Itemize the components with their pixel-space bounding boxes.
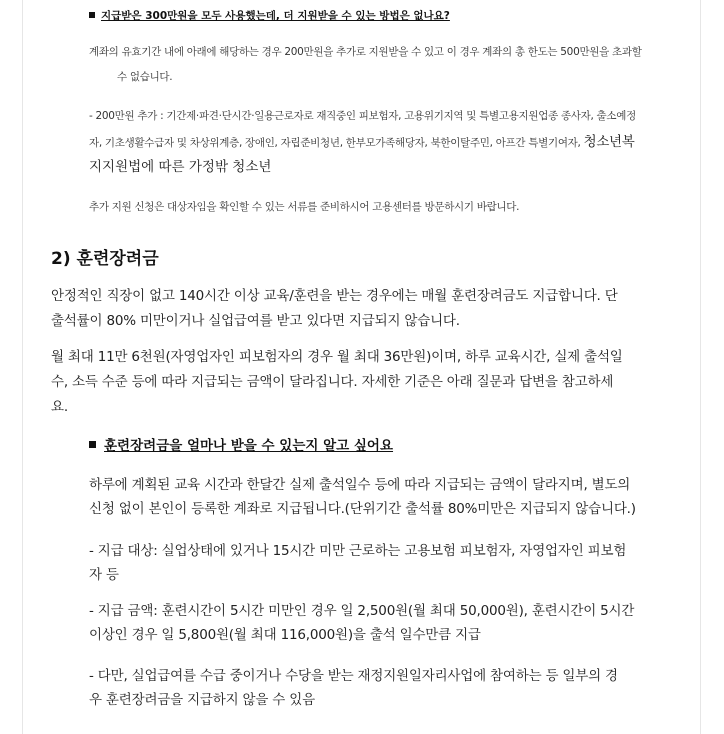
- section-heading: 2) 훈련장려금: [51, 249, 159, 269]
- amount-line-2: 이상인 경우 일 5,800원(월 최대 116,000원)을 출석 일수만큼 지급: [89, 627, 481, 643]
- extra-support-line-2: [89, 133, 635, 152]
- bullet-square-icon: [89, 441, 96, 448]
- target-line-2: 자 등: [89, 567, 119, 583]
- para2-line-3: 요.: [51, 399, 68, 415]
- allowance-answer-line-2: 신청 없이 본인이 등록한 계좌로 지급됩니다.(단위기간 출석률 80%미만은 지급되지 않습니다.): [89, 501, 636, 517]
- right-border: [700, 0, 701, 734]
- extra-support-line-1: - 200만원 추가 : 기간제·파견·단시간·일용근로자로 재직중인 피보험자, 고용위기지역 및 특별고용지원업종 종사자, 출소예정: [89, 110, 636, 122]
- extra-support-line-2b: 청소년복: [583, 134, 635, 150]
- exception-line-1: - 다만, 실업급여를 수급 중이거나 수당을 받는 재정지원일자리사업에 참여하는 등 일부의 경: [89, 668, 618, 684]
- para1-line-1: 안정적인 직장이 없고 140시간 이상 교육/훈련을 받는 경우에는 매월 훈련장려금도 지급합니다. 단: [51, 288, 618, 304]
- target-line-1: - 지급 대상: 실업상태에 있거나 15시간 미만 근로하는 고용보험 피보험자, 자영업자인 피보험: [89, 543, 627, 559]
- allowance-answer-line-1: 하루에 계획된 교육 시간과 한달간 실제 출석일수 등에 따라 지급되는 금액이 달라지며, 별도의: [89, 477, 631, 493]
- extra-support-line-2a: 자, 기초생활수급자 및 차상위계층, 장애인, 자립준비청년, 한부모가족해당자, 북한이탈주민, 아프간 특별기여자,: [89, 137, 584, 149]
- para1-line-2: 출석률이 80% 미만이거나 실업급여를 받고 있다면 지급되지 않습니다.: [51, 313, 460, 329]
- question-allowance-text: 훈련장려금을 얼마나 받을 수 있는지 알고 싶어요: [104, 438, 394, 454]
- answer-line-2: 수 없습니다.: [117, 71, 173, 83]
- para2-line-1: 월 최대 11만 6천원(자영업자인 피보험자의 경우 월 최대 36만원)이며, 하루 교육시간, 실제 출석일: [51, 349, 623, 365]
- question-text: 지급받은 300만원을 모두 사용했는데, 더 지원받을 수 있는 방법은 없나요?: [101, 10, 450, 22]
- left-border: [22, 0, 23, 734]
- bullet-square-icon: [89, 12, 95, 18]
- amount-line-1: - 지급 금액: 훈련시간이 5시간 미만인 경우 일 2,500원(월 최대 50,000원), 훈련시간이 5시간: [89, 603, 635, 619]
- para2-line-2: 수, 소득 수준 등에 따라 지급되는 금액이 달라집니다. 자세한 기준은 아래 질문과 답변을 참고하세: [51, 374, 614, 390]
- notice-text: 추가 지원 신청은 대상자임을 확인할 수 있는 서류를 준비하시어 고용센터를 방문하시기 바랍니다.: [89, 201, 520, 213]
- question-300-exhausted: [89, 8, 450, 23]
- question-allowance: [89, 433, 393, 458]
- extra-support-line-3: 지지원법에 따른 가정밖 청소년: [89, 159, 272, 175]
- exception-line-2: 우 훈련장려금을 지급하지 않을 수 있음: [89, 692, 315, 708]
- answer-line-1: 계좌의 유효기간 내에 아래에 해당하는 경우 200만원을 추가로 지원받을 수 있고 이 경우 계좌의 총 한도는 500만원을 초과할: [89, 46, 642, 58]
